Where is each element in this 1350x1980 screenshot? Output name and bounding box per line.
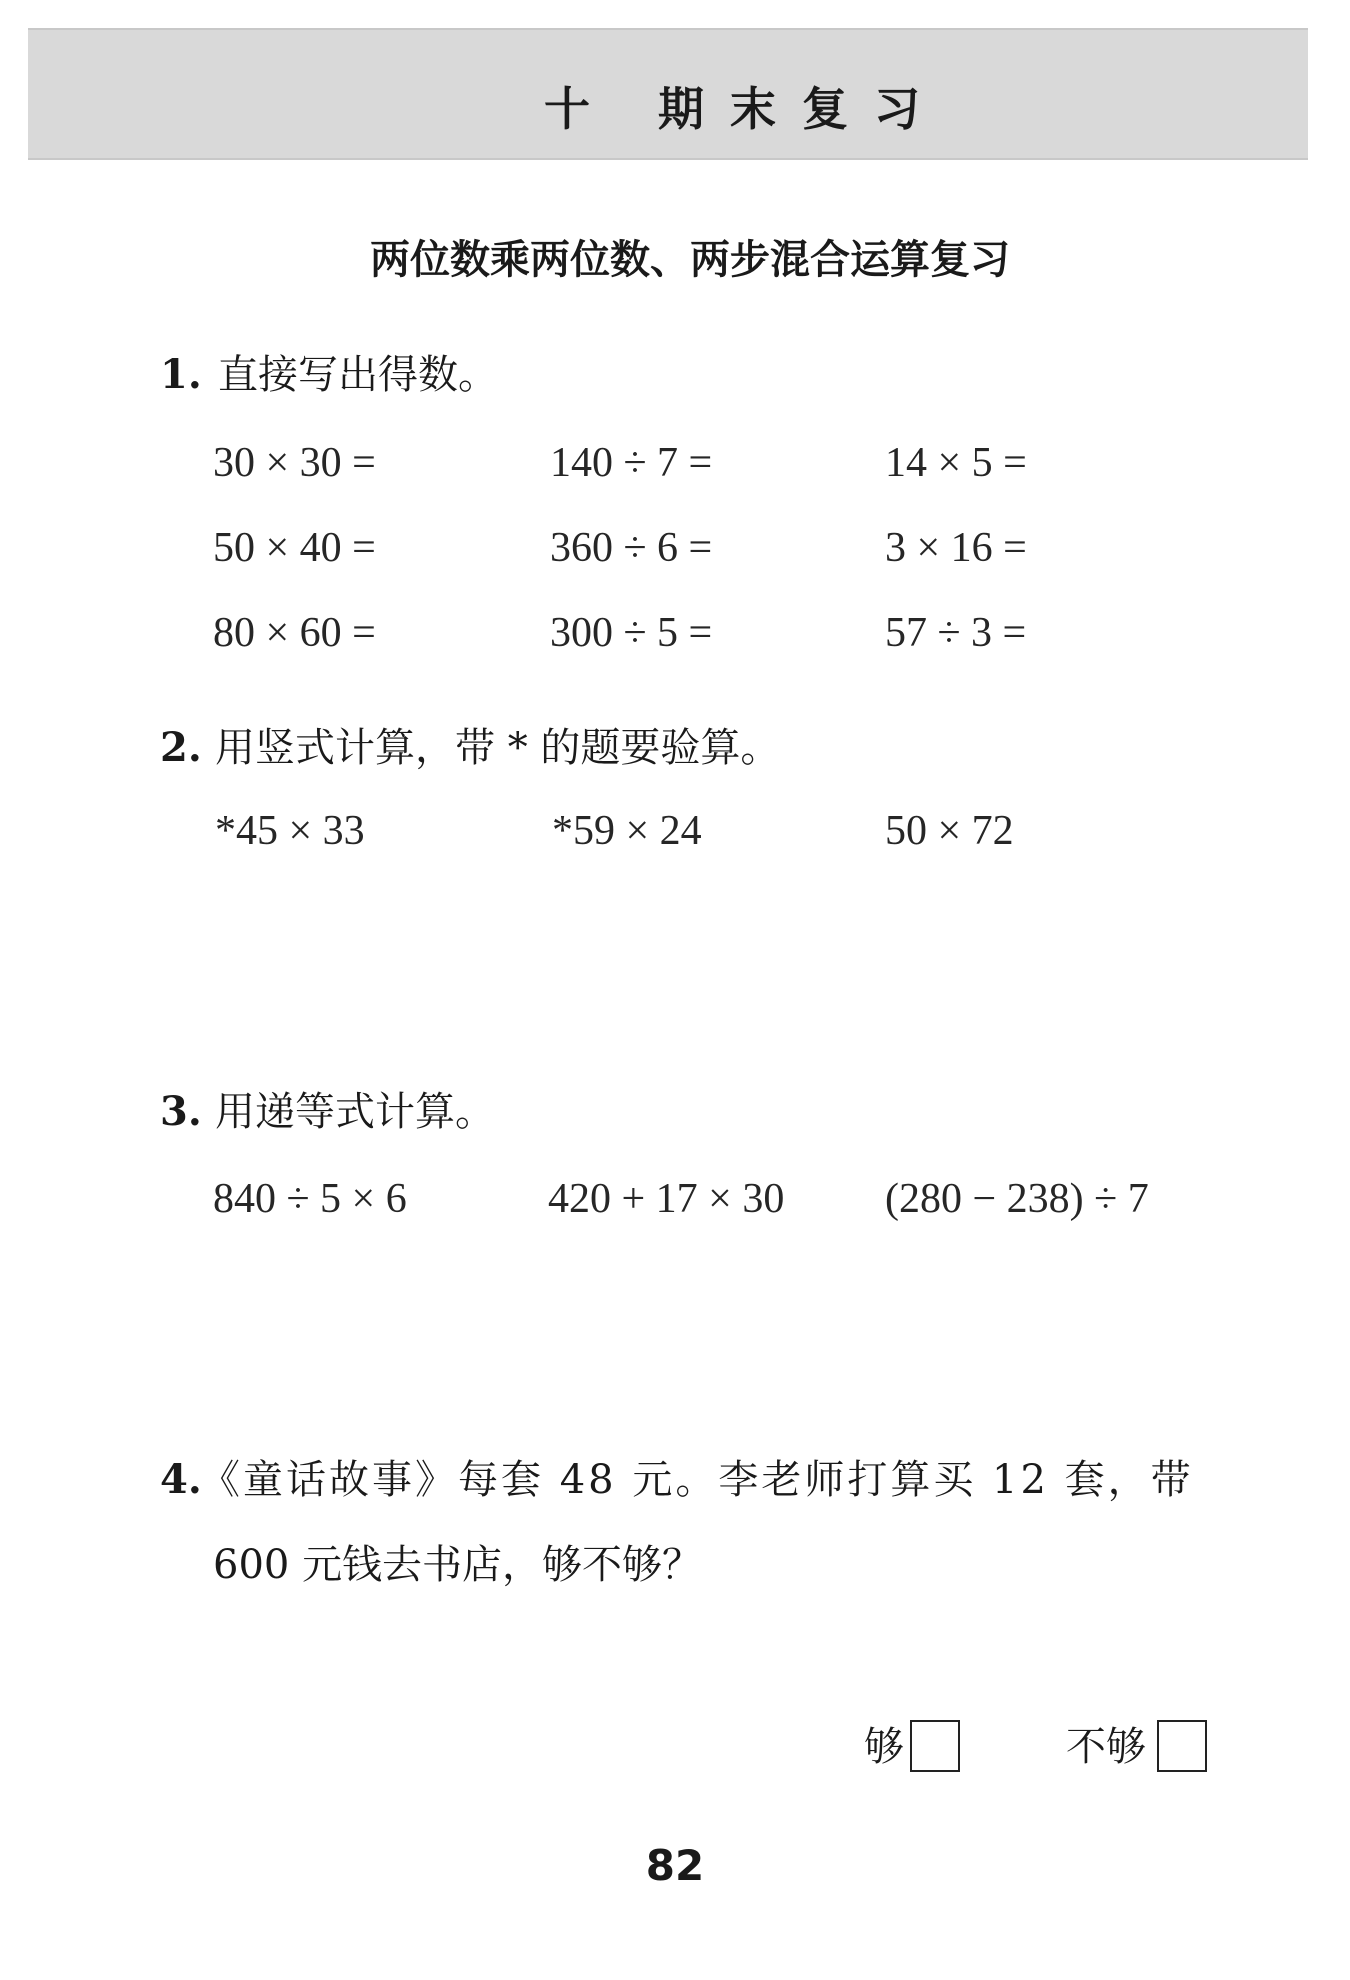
q2-expression: *59 × 24: [552, 808, 702, 854]
q1-expression: 50 × 40 =: [213, 525, 376, 571]
q2-expression: 50 × 72: [885, 808, 1014, 854]
q3-expression: 420 + 17 × 30: [548, 1176, 785, 1222]
section-title: 两位数乘两位数、两步混合运算复习: [370, 237, 1010, 283]
q3-expression: (280 − 238) ÷ 7: [885, 1176, 1149, 1222]
enough-checkbox[interactable]: [910, 1720, 960, 1772]
question-1-prompt: 直接写出得数。: [218, 352, 498, 398]
question-3-number: 3.: [160, 1088, 202, 1135]
q1-expression: 80 × 60 =: [213, 610, 376, 656]
q1-expression: 360 ÷ 6 =: [550, 525, 713, 571]
page-number: 82: [645, 1841, 705, 1890]
q3-expression: 840 ÷ 5 × 6: [213, 1176, 407, 1222]
question-4-number: 4.: [160, 1456, 202, 1503]
question-3-prompt: 用递等式计算。: [215, 1089, 495, 1135]
enough-label: 够: [864, 1724, 904, 1770]
question-4-line-2: 600 元钱去书店，够不够？: [213, 1542, 703, 1588]
q1-expression: 140 ÷ 7 =: [550, 440, 713, 486]
q2-expression: *45 × 33: [215, 808, 365, 854]
question-1-number: 1.: [160, 351, 202, 398]
q1-expression: 30 × 30 =: [213, 440, 376, 486]
question-4-line-1: 《童话故事》每套 48 元。李老师打算买 12 套，带: [200, 1457, 1194, 1503]
question-2-number: 2.: [160, 724, 202, 771]
q1-expression: 300 ÷ 5 =: [550, 610, 713, 656]
not-enough-label: 不够: [1066, 1724, 1146, 1770]
q1-expression: 57 ÷ 3 =: [885, 610, 1027, 656]
not-enough-checkbox[interactable]: [1157, 1720, 1207, 1772]
q1-expression: 14 × 5 =: [885, 440, 1027, 486]
chapter-title: 十 期末复习: [543, 82, 946, 136]
q1-expression: 3 × 16 =: [885, 525, 1027, 571]
question-2-prompt: 用竖式计算，带 * 的题要验算。: [215, 725, 781, 771]
